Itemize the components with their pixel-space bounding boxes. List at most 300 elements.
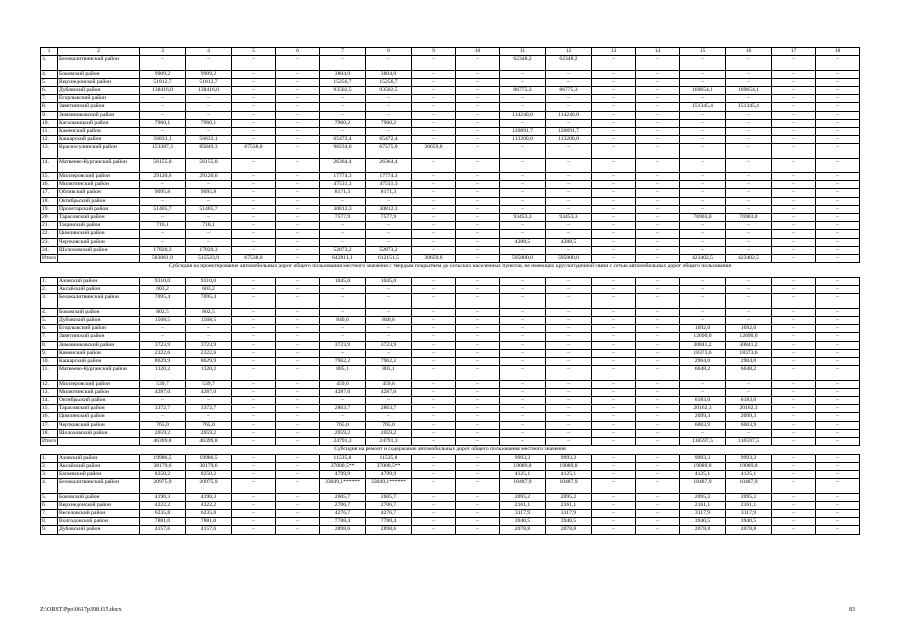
table-row [41, 454, 860, 462]
row-number: 19. [41, 205, 58, 213]
value-cell: – [636, 526, 680, 534]
value-cell: 26364,4 [320, 158, 366, 172]
row-number: 3. [41, 294, 58, 308]
value-cell: 4157,6 [140, 526, 186, 534]
value-cell: – [816, 230, 860, 238]
value-cell: – [140, 413, 186, 421]
value-cell: – [636, 308, 680, 316]
value-cell: – [546, 103, 592, 111]
value-cell: 4288,5 [546, 238, 592, 246]
value-cell: 33049,1****** [320, 479, 366, 493]
value-cell: – [772, 181, 816, 189]
value-cell: 9909,2 [186, 70, 232, 78]
value-cell: 2904,0 [680, 358, 726, 366]
value-cell: – [816, 421, 860, 429]
value-cell: – [772, 526, 816, 534]
value-cell: – [140, 333, 186, 341]
total-value: 595000,0 [546, 254, 592, 262]
value-cell: – [232, 158, 276, 172]
value-cell: – [726, 238, 772, 246]
value-cell: – [772, 230, 816, 238]
value-cell: – [276, 173, 320, 181]
district-name: Чертковский район [58, 238, 140, 246]
value-cell: – [592, 405, 636, 413]
value-cell: – [232, 136, 276, 144]
value-cell: – [276, 127, 320, 135]
value-cell: 138416,0 [186, 86, 232, 94]
value-cell: – [816, 317, 860, 325]
value-cell: – [816, 136, 860, 144]
value-cell: – [816, 278, 860, 286]
value-cell: – [816, 454, 860, 462]
value-cell: – [636, 501, 680, 509]
value-cell: – [772, 341, 816, 349]
value-cell: – [456, 127, 500, 135]
table-row [41, 405, 860, 413]
value-cell: 7881,0 [186, 518, 232, 526]
value-cell: 98234,6 [320, 144, 366, 158]
value-cell: 10487,9 [500, 479, 546, 493]
value-cell: – [546, 70, 592, 78]
table-row [41, 396, 860, 404]
value-cell: – [500, 158, 546, 172]
value-cell: – [412, 388, 456, 396]
total-value: – [772, 437, 816, 445]
value-cell: – [816, 308, 860, 316]
value-cell: – [456, 173, 500, 181]
value-cell: – [232, 181, 276, 189]
value-cell: – [680, 111, 726, 119]
value-cell: – [592, 103, 636, 111]
value-cell: 7788,4 [320, 518, 366, 526]
value-cell: – [500, 380, 546, 388]
row-number: 4. [41, 70, 58, 78]
table-row [41, 333, 860, 341]
value-cell: – [232, 95, 276, 103]
district-name: Багаевский район [58, 471, 140, 479]
district-name: Тарасовский район [58, 405, 140, 413]
value-cell: – [546, 421, 592, 429]
value-cell: 765,0 [140, 421, 186, 429]
value-cell: – [500, 349, 546, 357]
value-cell: – [412, 103, 456, 111]
row-number: 7. [41, 95, 58, 103]
value-cell: – [772, 205, 816, 213]
value-cell: – [412, 413, 456, 421]
value-cell: – [412, 197, 456, 205]
value-cell: – [726, 56, 772, 70]
value-cell: 3940,5 [500, 518, 546, 526]
value-cell: 840,6 [320, 317, 366, 325]
value-cell: – [592, 358, 636, 366]
value-cell: – [726, 119, 772, 127]
value-cell: – [772, 380, 816, 388]
row-number: 11. [41, 127, 58, 135]
value-cell: – [816, 103, 860, 111]
district-name: Каменский район [58, 349, 140, 357]
row-number: 7. [41, 333, 58, 341]
value-cell: 1045,0 [320, 278, 366, 286]
value-cell: – [726, 189, 772, 197]
value-cell: – [592, 95, 636, 103]
value-cell: 10487,9 [680, 479, 726, 493]
value-cell: – [592, 388, 636, 396]
district-name: Миллеровский район [58, 380, 140, 388]
value-cell: – [456, 349, 500, 357]
value-cell: 151345,4 [726, 103, 772, 111]
value-cell: – [772, 103, 816, 111]
value-cell: – [276, 111, 320, 119]
value-cell: – [816, 501, 860, 509]
value-cell: – [680, 127, 726, 135]
value-cell: 7577,9 [366, 213, 412, 221]
value-cell: – [412, 396, 456, 404]
value-cell: – [456, 213, 500, 221]
value-cell: – [546, 286, 592, 294]
value-cell: – [232, 246, 276, 254]
column-number: 3 [140, 48, 186, 56]
value-cell: – [412, 56, 456, 70]
value-cell: – [592, 197, 636, 205]
value-cell: – [232, 479, 276, 493]
value-cell: – [772, 189, 816, 197]
value-cell: 65472,4 [320, 136, 366, 144]
value-cell: 3372,7 [186, 405, 232, 413]
value-cell: 9993,3 [726, 454, 772, 462]
value-cell: – [680, 294, 726, 308]
row-number: 1. [41, 454, 58, 462]
total-value: – [772, 254, 816, 262]
value-cell: – [456, 526, 500, 534]
value-cell: – [680, 95, 726, 103]
value-cell: 52873,2 [366, 246, 412, 254]
value-cell: – [816, 333, 860, 341]
value-cell: – [500, 366, 546, 380]
value-cell: – [276, 222, 320, 230]
row-number: 10. [41, 119, 58, 127]
value-cell: 8250,2 [186, 471, 232, 479]
value-cell: – [412, 358, 456, 366]
value-cell: – [232, 317, 276, 325]
value-cell: – [276, 358, 320, 366]
value-cell: 539,7 [186, 380, 232, 388]
value-cell: 7962,2 [366, 358, 412, 366]
table-row [41, 526, 860, 534]
value-cell: – [680, 429, 726, 437]
value-cell: – [636, 238, 680, 246]
column-number: 16 [726, 48, 772, 56]
value-cell: 802,5 [186, 308, 232, 316]
value-cell: – [726, 144, 772, 158]
value-cell: – [186, 333, 232, 341]
value-cell: – [772, 308, 816, 316]
value-cell: – [366, 56, 412, 70]
value-cell: – [186, 127, 232, 135]
value-cell: – [366, 230, 412, 238]
value-cell: – [456, 325, 500, 333]
table-row [41, 479, 860, 493]
table-row [41, 238, 860, 246]
value-cell: – [500, 246, 546, 254]
value-cell: – [320, 286, 366, 294]
value-cell: – [320, 222, 366, 230]
value-cell: 47531,3 [320, 181, 366, 189]
value-cell: – [186, 181, 232, 189]
value-cell: – [232, 294, 276, 308]
column-number: 8 [366, 48, 412, 56]
value-cell: – [412, 127, 456, 135]
table-row [41, 413, 860, 421]
row-number: 13. [41, 388, 58, 396]
value-cell: 3117,9 [680, 510, 726, 518]
value-cell: 17820,3 [140, 246, 186, 254]
total-value: 612151,5 [366, 254, 412, 262]
value-cell: – [546, 388, 592, 396]
value-cell: 603,2 [140, 286, 186, 294]
column-number: 1 [41, 48, 58, 56]
value-cell: – [232, 78, 276, 86]
value-cell: 2706,7 [366, 501, 412, 509]
value-cell: 30812,3 [366, 205, 412, 213]
value-cell: – [412, 286, 456, 294]
value-cell: – [636, 493, 680, 501]
value-cell: – [546, 78, 592, 86]
total-value: 583061,9 [140, 254, 186, 262]
value-cell: – [592, 111, 636, 119]
value-cell: – [500, 388, 546, 396]
value-cell: – [546, 308, 592, 316]
value-cell: – [726, 230, 772, 238]
value-cell: 19089,8 [680, 462, 726, 470]
value-cell: – [636, 111, 680, 119]
value-cell: 56833,1 [140, 136, 186, 144]
row-number: 4. [41, 308, 58, 316]
value-cell: 19089,8 [726, 462, 772, 470]
value-cell: – [592, 278, 636, 286]
value-cell: 4276,7 [320, 510, 366, 518]
value-cell: – [636, 119, 680, 127]
value-cell: – [816, 144, 860, 158]
column-number: 13 [592, 48, 636, 56]
table-row [41, 119, 860, 127]
value-cell: – [456, 286, 500, 294]
value-cell: 7960,2 [366, 119, 412, 127]
value-cell: – [456, 380, 500, 388]
row-number: 17. [41, 421, 58, 429]
value-cell: – [592, 396, 636, 404]
value-cell: – [232, 333, 276, 341]
table-row [41, 471, 860, 479]
table-row [41, 317, 860, 325]
value-cell: – [636, 189, 680, 197]
value-cell: – [320, 325, 366, 333]
value-cell: 93453,3 [500, 213, 546, 221]
value-cell: 30659,6 [412, 144, 456, 158]
value-cell: – [772, 429, 816, 437]
value-cell: – [680, 197, 726, 205]
value-cell: – [816, 405, 860, 413]
value-cell: 805,1 [366, 366, 412, 380]
value-cell: 2605,7 [320, 493, 366, 501]
value-cell: – [500, 95, 546, 103]
value-cell: – [276, 349, 320, 357]
value-cell: – [546, 119, 592, 127]
value-cell: – [276, 510, 320, 518]
value-cell: – [276, 70, 320, 78]
district-name: Чертковский район [58, 421, 140, 429]
value-cell: 2078,8 [726, 526, 772, 534]
value-cell: – [232, 238, 276, 246]
value-cell: – [680, 173, 726, 181]
value-cell: – [320, 197, 366, 205]
value-cell: – [232, 213, 276, 221]
value-cell: – [456, 471, 500, 479]
value-cell: – [500, 181, 546, 189]
district-name: Обливский район [58, 189, 140, 197]
value-cell: – [366, 413, 412, 421]
column-number: 11 [500, 48, 546, 56]
value-cell: – [546, 158, 592, 172]
value-cell: – [636, 173, 680, 181]
value-cell: – [772, 78, 816, 86]
district-name: Аксайский район [58, 462, 140, 470]
value-cell: – [546, 95, 592, 103]
value-cell: – [816, 388, 860, 396]
value-cell: – [232, 518, 276, 526]
value-cell: 15256,7 [320, 78, 366, 86]
district-name: Тарасовский район [58, 213, 140, 221]
value-cell: – [592, 158, 636, 172]
value-cell: – [412, 421, 456, 429]
value-cell: – [592, 294, 636, 308]
value-cell: 2706,7 [320, 501, 366, 509]
value-cell: 114240,0 [546, 111, 592, 119]
table-row [41, 510, 860, 518]
value-cell: 765,0 [366, 421, 412, 429]
value-cell: – [680, 388, 726, 396]
value-cell: 2059,2 [186, 429, 232, 437]
row-number: 20. [41, 213, 58, 221]
value-cell: – [680, 230, 726, 238]
value-cell: 76903,0 [726, 213, 772, 221]
value-cell: 6648,2 [726, 366, 772, 380]
value-cell: – [456, 56, 500, 70]
district-name: Боковский район [58, 70, 140, 78]
value-cell: – [772, 246, 816, 254]
column-number: 4 [186, 48, 232, 56]
value-cell: – [816, 127, 860, 135]
value-cell: – [816, 518, 860, 526]
value-cell: – [816, 341, 860, 349]
value-cell: 3723,9 [320, 341, 366, 349]
total-value: 46399,8 [140, 437, 186, 445]
value-cell: – [276, 429, 320, 437]
value-cell: – [412, 205, 456, 213]
value-cell: – [140, 111, 186, 119]
row-number: 6. [41, 86, 58, 94]
value-cell: – [456, 308, 500, 316]
row-number: 23. [41, 238, 58, 246]
value-cell: – [232, 366, 276, 380]
value-cell: – [680, 158, 726, 172]
column-number: 17 [772, 48, 816, 56]
value-cell: – [592, 173, 636, 181]
value-cell: – [546, 278, 592, 286]
value-cell: – [232, 526, 276, 534]
value-cell: 6003,9 [680, 421, 726, 429]
value-cell: – [636, 286, 680, 294]
page-number: 83 [849, 607, 855, 613]
value-cell: – [232, 127, 276, 135]
value-cell: 11535,8 [366, 454, 412, 462]
value-cell: – [500, 341, 546, 349]
value-cell: – [636, 471, 680, 479]
value-cell: – [456, 366, 500, 380]
value-cell: – [232, 462, 276, 470]
value-cell: – [456, 396, 500, 404]
value-cell: 765,0 [320, 421, 366, 429]
value-cell: – [456, 454, 500, 462]
district-name: Боковский район [58, 493, 140, 501]
value-cell: – [726, 317, 772, 325]
value-cell: – [276, 238, 320, 246]
value-cell: – [232, 471, 276, 479]
row-number: 9. [41, 349, 58, 357]
value-cell: – [232, 358, 276, 366]
value-cell: – [276, 405, 320, 413]
value-cell: – [456, 95, 500, 103]
row-number: 18. [41, 197, 58, 205]
table-row [41, 421, 860, 429]
value-cell: – [412, 518, 456, 526]
value-cell: – [772, 462, 816, 470]
value-cell: 51812,7 [186, 78, 232, 86]
value-cell: 37000,5** [366, 462, 412, 470]
value-cell: – [592, 462, 636, 470]
value-cell: – [726, 246, 772, 254]
value-cell: – [816, 158, 860, 172]
value-cell: – [816, 111, 860, 119]
value-cell: – [772, 518, 816, 526]
value-cell: – [140, 396, 186, 404]
district-name: Каменский район [58, 127, 140, 135]
value-cell: 93502,5 [320, 86, 366, 94]
value-cell: – [412, 111, 456, 119]
value-cell: – [456, 136, 500, 144]
value-cell: – [816, 286, 860, 294]
value-cell: – [412, 317, 456, 325]
value-cell: 51405,7 [186, 205, 232, 213]
section-heading: Субсидия на ремонт и содержание автомобильных дорог общего пользования местного значения [41, 446, 860, 455]
value-cell: – [456, 205, 500, 213]
value-cell: – [186, 396, 232, 404]
value-cell: – [140, 213, 186, 221]
value-cell: 2059,2 [320, 429, 366, 437]
value-cell: 9310,0 [140, 278, 186, 286]
row-number: 10. [41, 358, 58, 366]
district-name: Азовский район [58, 454, 140, 462]
row-number: 18. [41, 429, 58, 437]
value-cell: – [140, 230, 186, 238]
value-cell: – [456, 510, 500, 518]
value-cell: – [500, 119, 546, 127]
value-cell: – [680, 238, 726, 246]
value-cell: – [500, 308, 546, 316]
value-cell: – [276, 56, 320, 70]
value-cell: – [232, 325, 276, 333]
value-cell: 4190,3 [186, 493, 232, 501]
value-cell: – [772, 501, 816, 509]
